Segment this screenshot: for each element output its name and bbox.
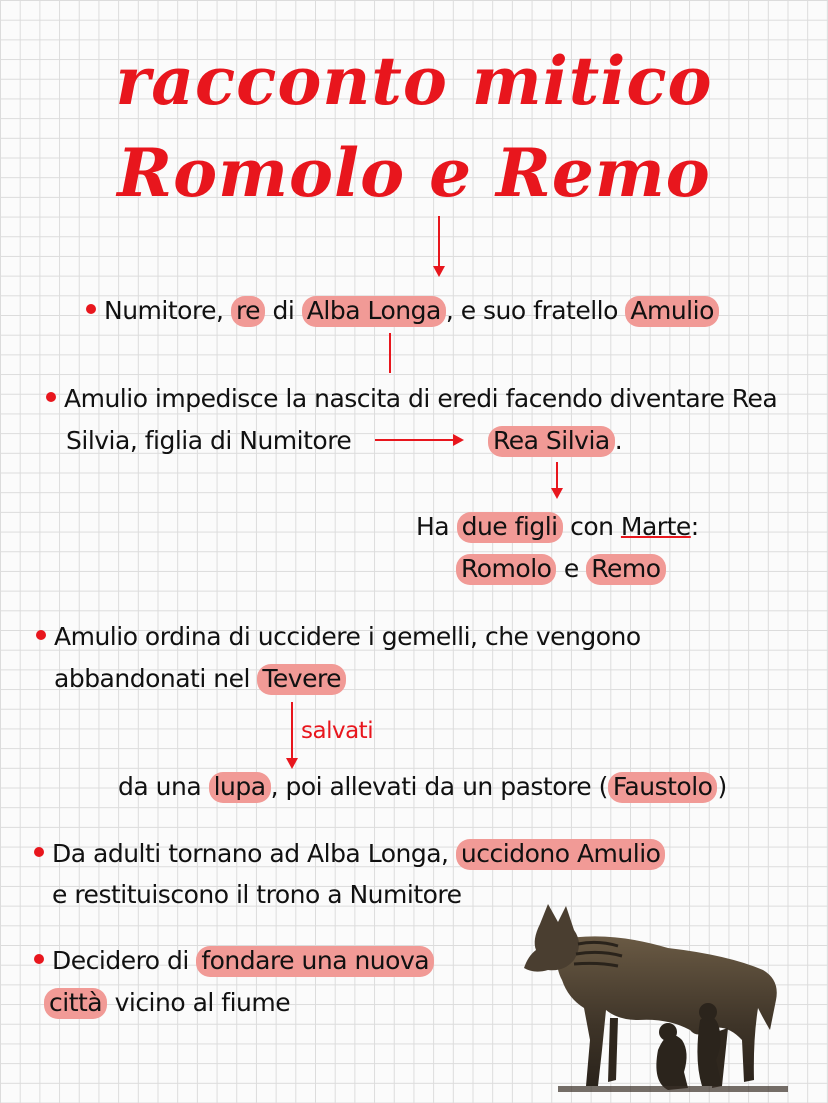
highlight-re: re bbox=[231, 296, 265, 327]
point-decidero: Decidero di fondare una nuova bbox=[34, 948, 434, 973]
arrow-down-icon bbox=[433, 266, 445, 277]
connector-line bbox=[438, 216, 440, 268]
connector-line bbox=[389, 333, 391, 373]
point-amulio-impedisce-line2: Silvia, figlia di Numitore bbox=[66, 426, 352, 455]
bullet-icon bbox=[46, 392, 56, 402]
rea-silvia-label: Rea Silvia . bbox=[488, 428, 622, 453]
point-da-adulti: Da adulti tornano ad Alba Longa, uccidono Amulio bbox=[34, 841, 665, 866]
highlight-alba-longa: Alba Longa bbox=[302, 296, 446, 327]
connector-line bbox=[556, 462, 558, 490]
lupa-line: da una lupa , poi allevati da un pastore ( Faustolo ) bbox=[118, 772, 727, 801]
highlight-amulio: Amulio bbox=[625, 296, 719, 327]
point-da-adulti-line2: e restituiscono il trono a Numitore bbox=[52, 880, 462, 909]
twins-names: Romolo e Remo bbox=[456, 556, 666, 581]
connector-line bbox=[375, 439, 455, 441]
bullet-icon bbox=[36, 630, 46, 640]
bullet-icon bbox=[34, 954, 44, 964]
title-line-2: Romolo e Remo bbox=[117, 134, 711, 212]
salvati-note: salvati bbox=[301, 718, 374, 744]
bullet-icon bbox=[86, 304, 96, 314]
point-amulio-impedisce: Amulio impedisce la nascita di eredi facendo diventare Rea bbox=[46, 386, 777, 411]
connector-line bbox=[291, 702, 293, 760]
arrow-right-icon bbox=[453, 434, 464, 446]
title-line-1: racconto mitico bbox=[115, 42, 713, 120]
arrow-down-icon bbox=[551, 488, 563, 499]
point-amulio-ordina-line2: abbandonati nel Tevere bbox=[54, 666, 346, 691]
point-numitore: Numitore, re di Alba Longa , e suo fratello Amulio bbox=[86, 298, 719, 323]
arrow-down-icon bbox=[286, 758, 298, 769]
bullet-icon bbox=[34, 847, 44, 857]
due-figli-line: Ha due figli con Marte: bbox=[416, 512, 699, 541]
point-amulio-ordina: Amulio ordina di uccidere i gemelli, che vengono bbox=[36, 624, 641, 649]
point-decidero-line2: città vicino al fiume bbox=[44, 990, 290, 1015]
capitoline-wolf-image bbox=[518, 900, 793, 1095]
